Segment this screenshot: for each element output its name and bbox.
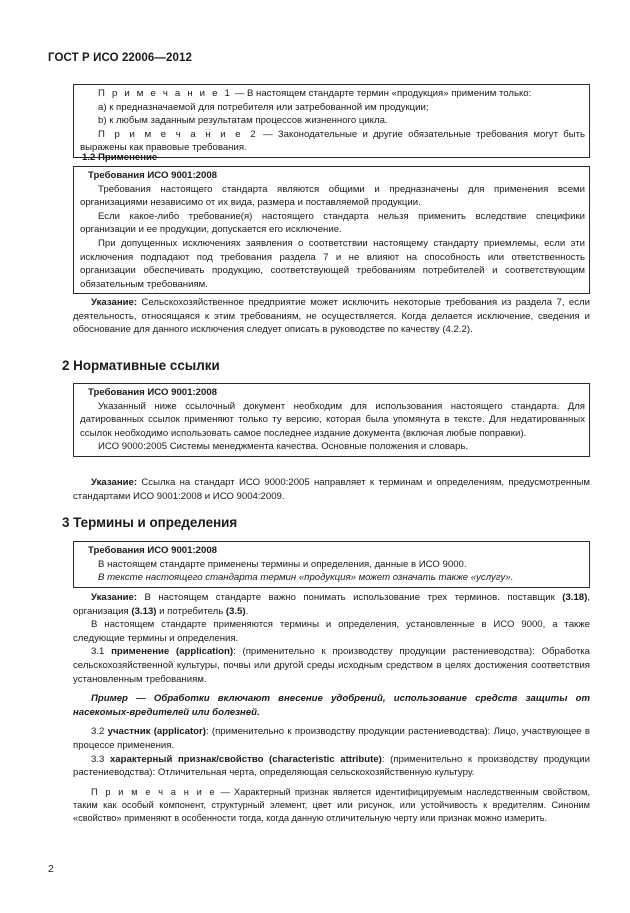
example-text: Пример — Обработки включают внесение удобрений, использование средств защиты от насекомых-вредителей или болезней. [73, 693, 590, 718]
note-item-a: a) к предназначаемой для потребителя или затребованной им продукции; [98, 101, 429, 113]
note-2 [80, 128, 585, 155]
indication-2 [73, 476, 590, 503]
section-1-2-heading: 1.2 Применение [82, 152, 158, 163]
term-3-2 [73, 725, 590, 752]
section-3-heading: 3 Термины и определения [62, 515, 238, 530]
term-3-1 [73, 645, 590, 686]
requirements-box-2 [73, 383, 590, 457]
term-name: применение (application) [111, 646, 234, 658]
indication-text: Сельскохозяйственное предприятие может исключить некоторые требования из раздела 7, если деятельность, относящаяся к этим требованиям, не осуществляется. Когда делается исключение, сведения и обоснование для данного исключения следует описать в руководстве по качеству (4.2.2). [73, 297, 590, 336]
term-number: 3.1 [91, 646, 112, 658]
term-name: характерный признак/свойство (characteristic attribute) [109, 753, 382, 765]
term-number: 3.2 [91, 726, 108, 738]
section-2-heading: 2 Нормативные ссылки [62, 358, 220, 373]
note-1 [80, 87, 585, 101]
note-text: — Характерный признак является идентифицируемым наследственным свойством, таким как особый компонент, структурный элемент, цвет или рисунок, или устойчивость к вредителям. Синоним «свойство» применяют в особенности тогда, когда данную отличительную черту или признак можно измерить. [73, 786, 591, 823]
requirements-box-3 [73, 541, 590, 588]
note-label: П р и м е ч а н и е [91, 786, 217, 797]
term-number: 3.3 [91, 753, 110, 765]
indication-text: В настоящем стандарте важно понимать использование трех терминов. поставщик [137, 592, 563, 603]
term-reference: (3.18) [562, 592, 588, 603]
requirements-heading: Требования ИСО 9001:2008 [88, 170, 218, 181]
term-3-3-note [73, 786, 590, 825]
term-reference: (3.5) [225, 605, 246, 617]
note-item-b: b) к любым заданным результатам процессов жизненного цикла. [98, 115, 388, 127]
indication-label: Указание: [91, 297, 138, 308]
requirements-paragraph: В настоящем стандарте применены термины и определения, данные в ИСО 9000. [98, 558, 467, 570]
requirements-paragraph: В тексте настоящего стандарта термин «продукция» может означать также «услугу». [98, 572, 514, 584]
note-1-text: — В настоящем стандарте термин «продукция» применим только: [232, 88, 532, 99]
page-header: ГОСТ Р ИСО 22006—2012 [48, 52, 193, 64]
term-definition: : (применительно к производству продукции растениеводства): Отличительная черта, определяющая сельскохозяйственную культуру. [73, 753, 590, 779]
terms-intro: В настоящем стандарте применяются термины и определения, установленные в ИСО 9000, а также следующие термины и определения. [73, 619, 590, 644]
term-definition: : (применительно к производству продукции растениеводства): Лицо, участвующее в процессе применения. [73, 726, 591, 751]
indication-label: Указание: [91, 477, 138, 488]
requirements-heading: Требования ИСО 9001:2008 [88, 545, 218, 556]
page-number: 2 [48, 863, 54, 875]
requirements-box-1-2 [73, 166, 590, 294]
requirements-paragraph: Указанный ниже ссылочный документ необходим для использования настоящего стандарта. Для датированных ссылок применяют только ту версию, которая была упомянута в тексте. Для недатированных ссылок необходимо использовать самое последнее издание документа (включая любые поправки). [80, 400, 585, 439]
term-name: участник (applicator) [107, 726, 206, 738]
requirements-paragraph: ИСО 9000:2005 Системы менеджмента качества. Основные положения и словарь. [98, 441, 469, 453]
term-3-3 [73, 753, 590, 780]
requirements-paragraph: При допущенных исключениях заявления о соответствии настоящему стандарту приемлемы, если эти исключения подпадают под требования раздела 7 и не влияют на способность или ответственность организации обеспечивать продукцию, соответствующей требованиям потребителей и соответствующим обязательным требованиям. [80, 237, 585, 290]
note-2-text: — Законодательные и другие обязательные требования могут быть выражены как правовые требования. [80, 128, 585, 154]
term-reference: (3.13) [131, 605, 157, 617]
indication-text: и потребитель [156, 605, 226, 617]
indication-text: Ссылка на стандарт ИСО 9000:2005 направляет к терминам и определениям, предусмотренным стандартами ИСО 9001:2008 и ИСО 9004:2009. [73, 477, 590, 502]
note-1-label: П р и м е ч а н и е 1 [98, 88, 233, 99]
note-2-label: П р и м е ч а н и е 2 [98, 128, 258, 140]
indication-text: , организация [73, 592, 590, 617]
term-definition: : (применительно к производству продукции растениеводства): Обработка сельскохозяйственной культуры, почвы или другой среды исходным средством в целях достижения соответствия установленным требованиям. [73, 646, 590, 685]
requirements-paragraph: Требования настоящего стандарта являются общими и предназначены для применения всеми организациями независимо от их вида, размера и поставляемой продукции. [80, 183, 585, 209]
requirements-paragraph: Если какое-либо требование(я) настоящего стандарта нельзя применить вследствие специфики организации и ее продукции, допускается его исключение. [80, 210, 585, 236]
indication-label: Указание: [91, 592, 138, 603]
indication-1 [73, 296, 590, 337]
notes-box [73, 84, 590, 158]
indication-3 [73, 591, 590, 825]
requirements-heading: Требования ИСО 9001:2008 [88, 387, 218, 398]
indication-text: . [245, 605, 249, 617]
